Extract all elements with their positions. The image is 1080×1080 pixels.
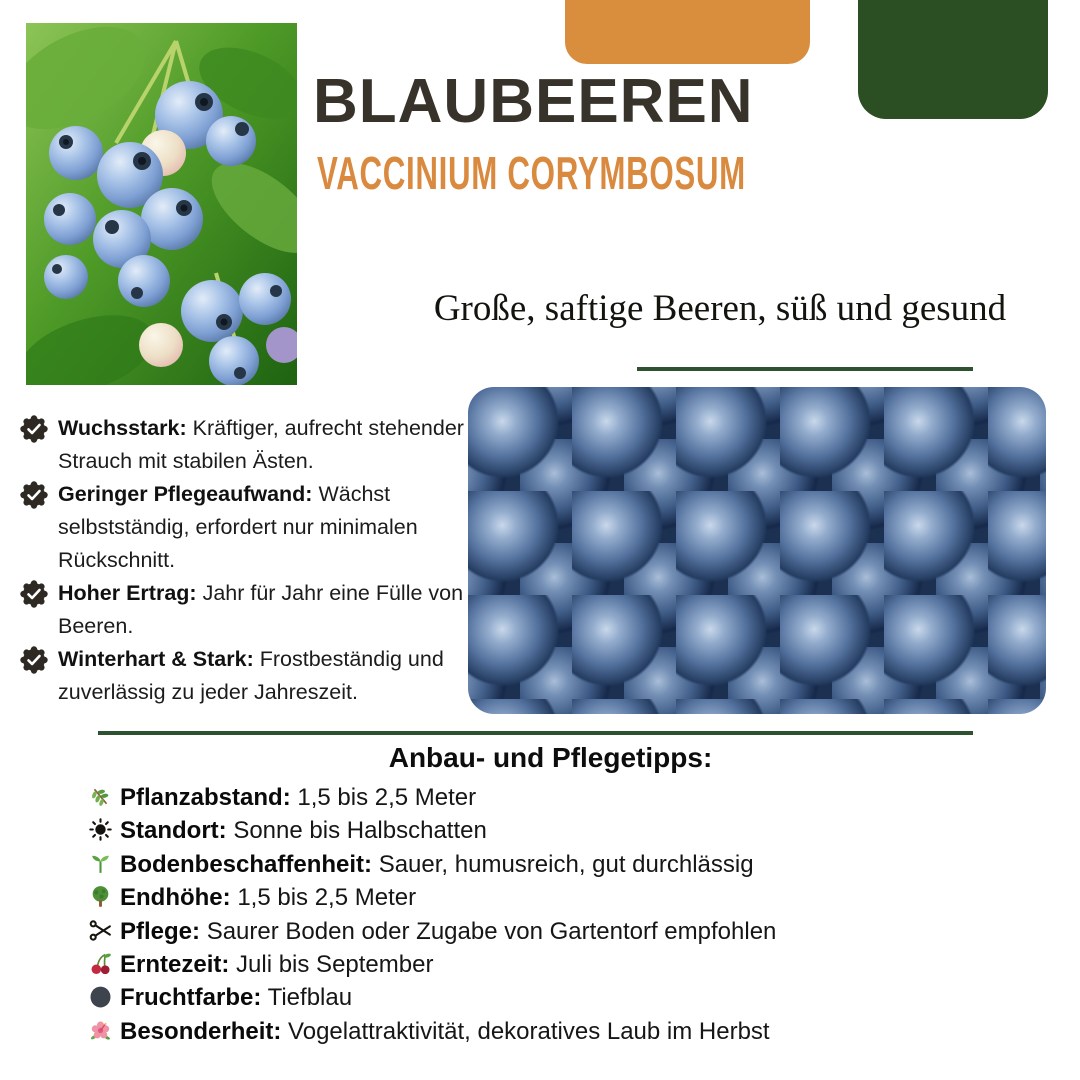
care-list [88,781,776,1048]
blueberries-pile-photo [468,387,1046,714]
care-item [88,814,776,847]
care-item [88,915,776,948]
cherries-icon [88,951,113,976]
feature-label: Wuchsstark: [58,416,187,440]
care-label: Fruchtfarbe: [120,984,262,1012]
care-item [88,948,776,981]
check-badge-icon [20,646,48,674]
decor-orange-rect [565,0,810,64]
care-item [88,1015,776,1048]
blueberry-bush-photo [26,23,297,385]
care-heading: Anbau- und Pflegetipps: [388,742,713,773]
care-item [88,881,776,914]
feature-text: Kräftiger, aufrecht stehender Strauch mit stabilen Ästen. [58,416,464,473]
check-badge-icon [20,481,48,509]
section-divider [98,731,973,735]
sun-icon [88,817,113,842]
page-title: BLAUBEEREN [313,67,754,136]
check-badge-icon [20,580,48,608]
decor-green-rect [858,0,1048,119]
care-text: 1,5 bis 2,5 Meter [297,784,477,811]
care-text: 1,5 bis 2,5 Meter [237,884,417,912]
page-subtitle: VACCINIUM CORYMBOSUM [317,147,746,199]
bush-photo-illustration [26,23,297,385]
care-text: Tiefblau [267,984,353,1012]
care-item [88,848,776,881]
herb-icon [88,784,113,809]
feature-item [20,412,495,478]
tagline-divider [637,367,973,371]
feature-item [20,577,495,643]
feature-item [20,643,495,709]
tagline: Große, saftige Beeren, süß und gesund [433,288,1007,329]
care-label: Standort: [120,817,227,845]
feature-text: Wächst selbstständig, erfordert nur minimalen Rückschnitt. [58,482,418,572]
hibiscus-icon [88,1018,113,1043]
care-text: Sauer, humusreich, gut durchlässig [378,850,754,878]
tree-icon [88,884,113,909]
care-item [88,981,776,1014]
feature-text: Jahr für Jahr eine Fülle von Beeren. [58,581,464,638]
care-label: Pflege: [120,917,201,945]
feature-label: Hoher Ertrag: [58,581,197,605]
feature-label: Geringer Pflegeaufwand: [58,482,313,506]
care-text: Sonne bis Halbschatten [233,817,487,845]
feature-label: Winterhart & Stark: [58,647,254,671]
care-label: Besonderheit: [120,1017,282,1045]
berry-circle-icon [88,984,113,1009]
care-text: Juli bis September [236,951,434,979]
feature-text: Frostbeständig und zuverlässig zu jeder Jahreszeit. [58,647,444,704]
check-badge-icon [20,415,48,443]
scissors-icon [88,918,113,943]
feature-list [20,412,495,709]
feature-item [20,478,495,577]
care-label: Bodenbeschaffenheit: [120,850,373,878]
care-text: Vogelattraktivität, dekoratives Laub im Herbst [288,1017,770,1045]
care-text: Saurer Boden oder Zugabe von Gartentorf empfohlen [206,917,777,945]
care-label: Erntezeit: [120,951,230,979]
care-item [88,781,776,814]
seedling-icon [88,851,113,876]
care-label: Endhöhe: [120,884,231,912]
care-label: Pflanzabstand: [120,784,291,811]
